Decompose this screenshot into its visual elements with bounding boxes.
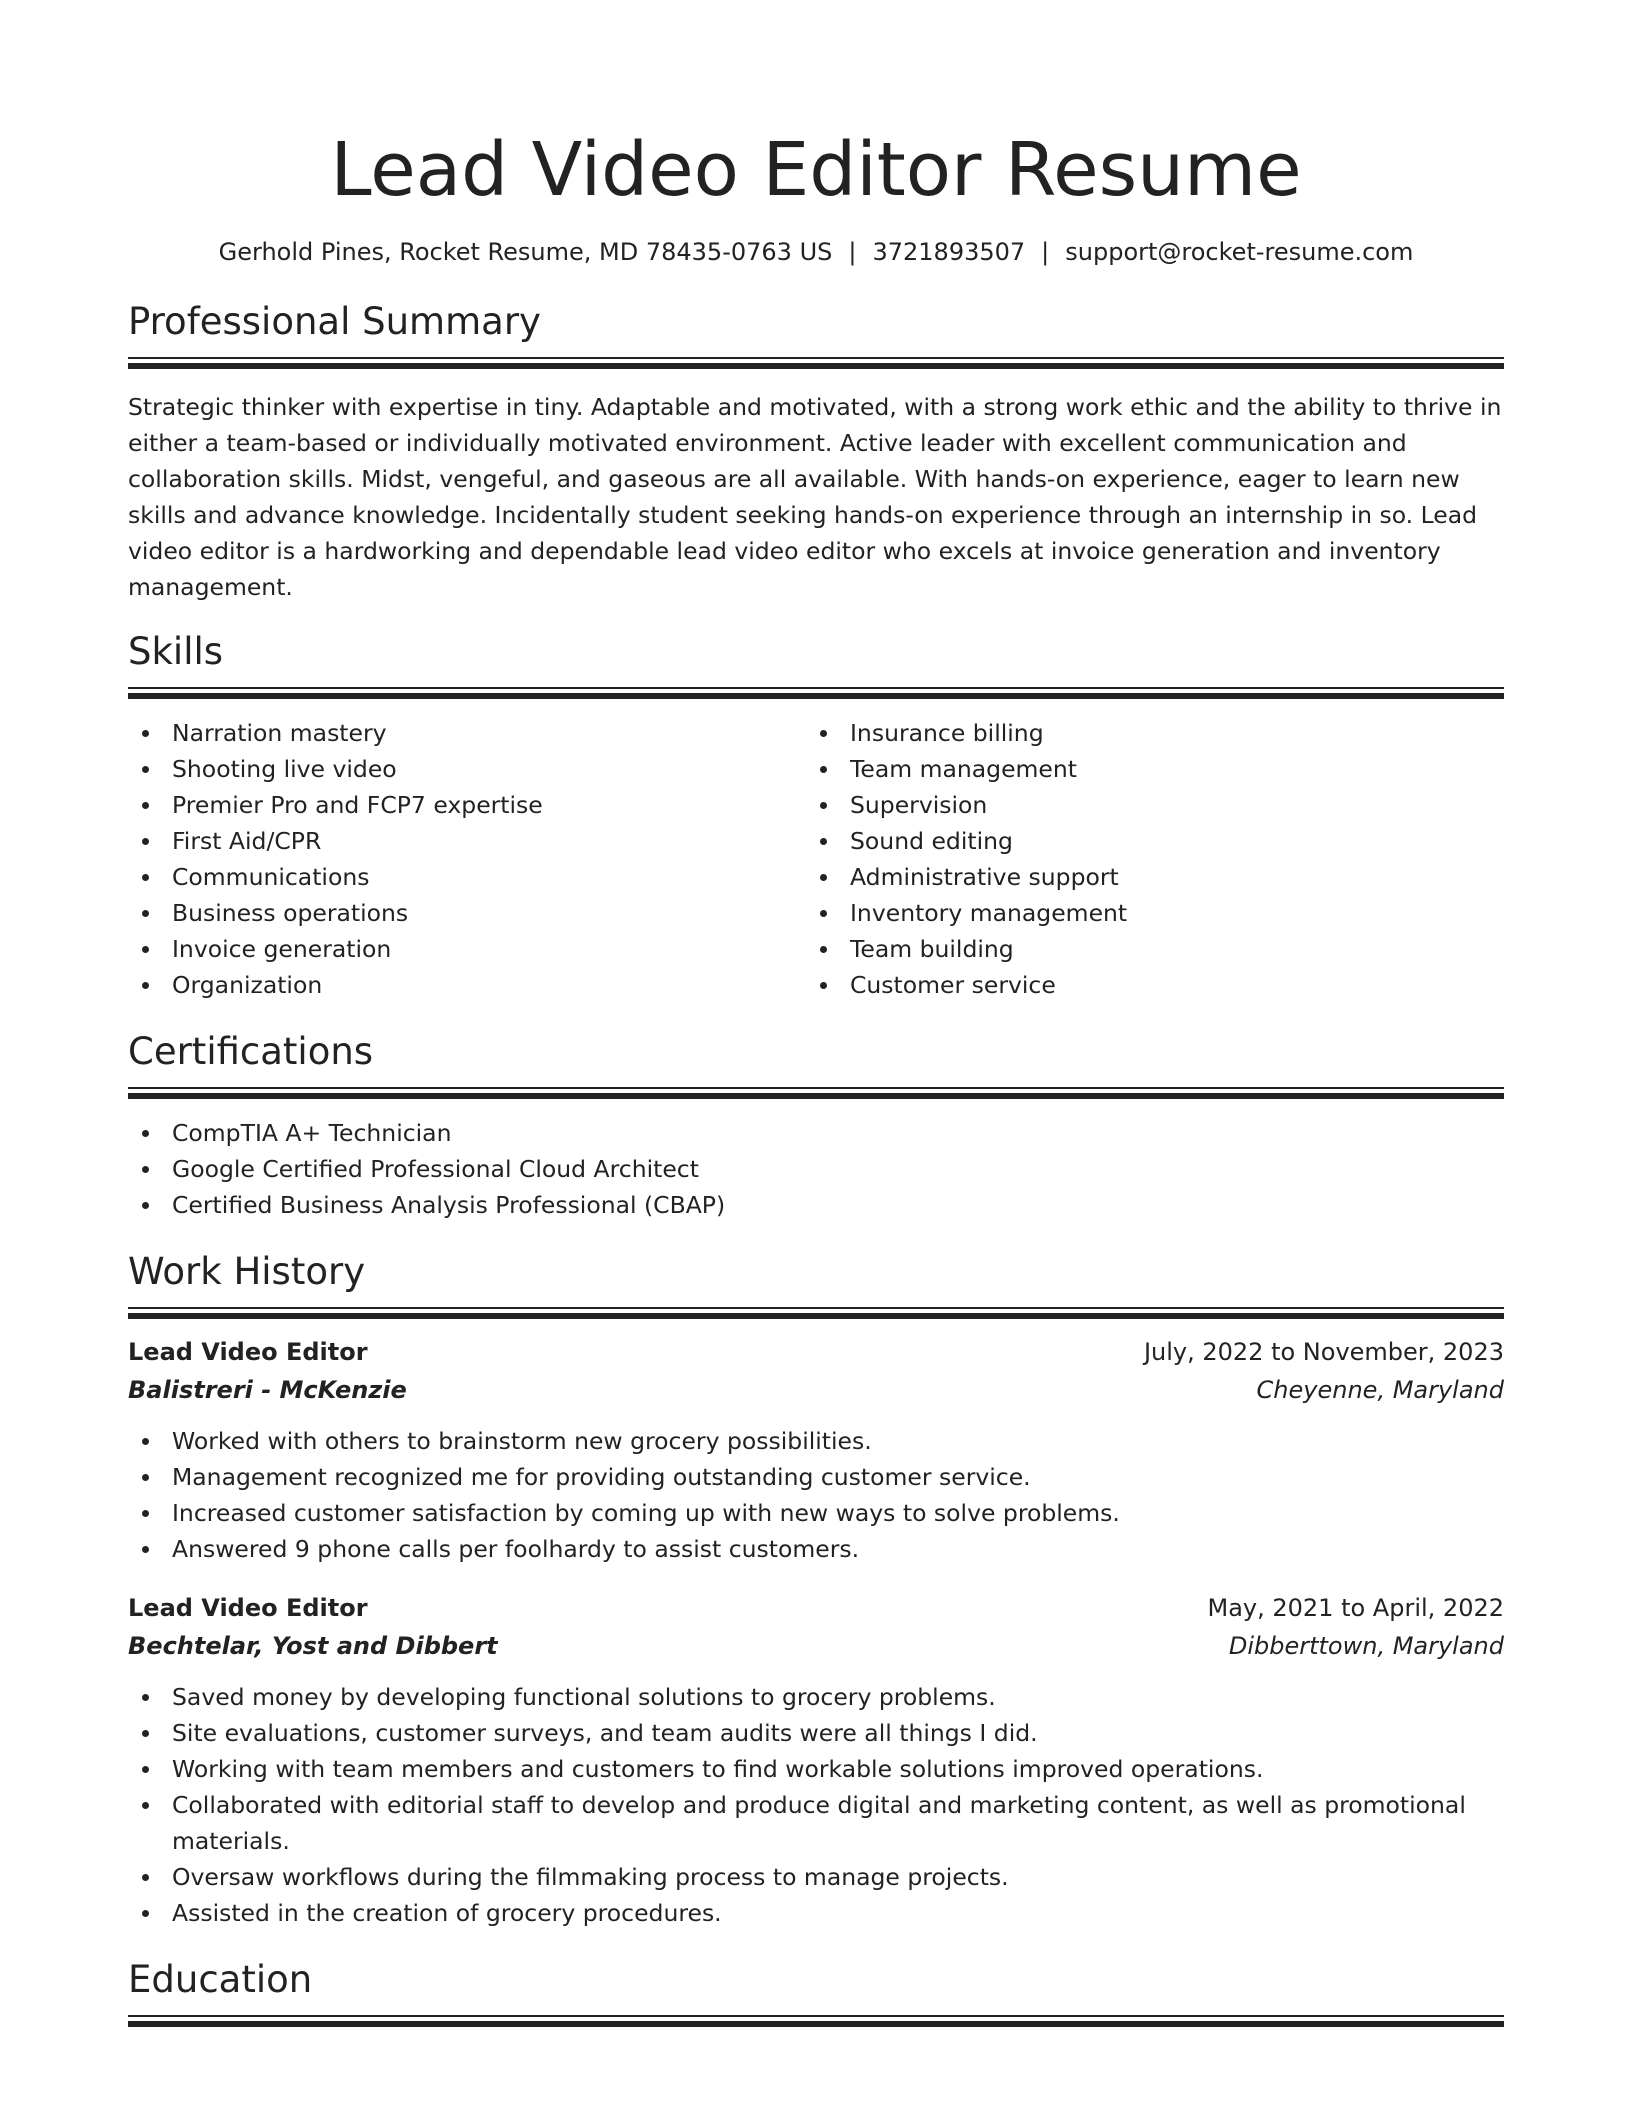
skill-item: Organization: [128, 967, 806, 1003]
address-text: Gerhold Pines, Rocket Resume, MD 78435-0763 US: [218, 238, 833, 266]
skill-item: Business operations: [128, 895, 806, 931]
job-title: Lead Video Editor: [128, 1594, 368, 1622]
job-bullet: Management recognized me for providing outstanding customer service.: [128, 1459, 1504, 1495]
job-title-row: [128, 1589, 1504, 1627]
skill-item: Customer service: [806, 967, 1484, 1003]
section-heading-skills: Skills: [128, 630, 224, 673]
skills-column-right: [806, 715, 1484, 1003]
section-divider: [128, 1087, 1504, 1101]
skill-item: Inventory management: [806, 895, 1484, 931]
contact-separator: |: [1041, 238, 1050, 266]
skill-item: Invoice generation: [128, 931, 806, 967]
section-heading-certifications: Certifications: [128, 1030, 374, 1073]
skill-item: Supervision: [806, 787, 1484, 823]
contact-line: [128, 235, 1504, 269]
resume-page: [128, 0, 1504, 2029]
summary-text: Strategic thinker with expertise in tiny. Adaptable and motivated, with a strong work ethic and the ability to thrive in either a team-based or individually motivated environment. Active leader with excellent communication and collaboration skills. Midst, vengeful, and gaseous are all available. With hands-on experience, eager to learn new skills and advance knowledge. Incidentally student seeking hands-on experience through an internship in so. Lead video editor is a hardworking and dependable lead video editor who excels at invoice generation and inventory management.: [128, 393, 1502, 601]
section-heading-summary: Professional Summary: [128, 300, 541, 343]
phone-text: 3721893507: [872, 238, 1026, 266]
job-bullet: Saved money by developing functional solutions to grocery problems.: [128, 1679, 1504, 1715]
skill-item: Sound editing: [806, 823, 1484, 859]
job-bullet: Oversaw workflows during the filmmaking process to manage projects.: [128, 1859, 1504, 1895]
certification-item: Certified Business Analysis Professional (CBAP): [128, 1187, 1504, 1223]
certifications-list: [128, 1115, 1504, 1223]
job-company-row: [128, 1627, 1504, 1665]
skills-section: [128, 629, 1504, 1003]
skill-item: First Aid/CPR: [128, 823, 806, 859]
education-section: [128, 1957, 1504, 2029]
job-location: Dibberttown, Maryland: [1228, 1632, 1504, 1660]
contact-separator: |: [848, 238, 857, 266]
job-bullet: Answered 9 phone calls per foolhardy to assist customers.: [128, 1531, 1504, 1567]
section-heading-education: Education: [128, 1958, 313, 2001]
skills-column-left: [128, 715, 806, 1003]
section-divider: [128, 1307, 1504, 1321]
job-title-row: [128, 1333, 1504, 1371]
job-bullet: Site evaluations, customer surveys, and team audits were all things I did.: [128, 1715, 1504, 1751]
jobs-list: [128, 1333, 1504, 1931]
job-entry: [128, 1589, 1504, 1931]
certifications-section: [128, 1029, 1504, 1223]
job-bullet: Working with team members and customers to find workable solutions improved operations.: [128, 1751, 1504, 1787]
skill-item: Insurance billing: [806, 715, 1484, 751]
summary-section: [128, 299, 1504, 605]
skill-item: Narration mastery: [128, 715, 806, 751]
job-company: Balistreri - McKenzie: [128, 1376, 407, 1404]
job-bullet: Assisted in the creation of grocery procedures.: [128, 1895, 1504, 1931]
skill-item: Team management: [806, 751, 1484, 787]
job-bullet: Worked with others to brainstorm new grocery possibilities.: [128, 1423, 1504, 1459]
certification-item: Google Certified Professional Cloud Architect: [128, 1151, 1504, 1187]
certification-item: CompTIA A+ Technician: [128, 1115, 1504, 1151]
skill-item: Team building: [806, 931, 1484, 967]
section-divider: [128, 357, 1504, 371]
skill-item: Premier Pro and FCP7 expertise: [128, 787, 806, 823]
job-title: Lead Video Editor: [128, 1338, 368, 1366]
section-divider: [128, 2015, 1504, 2029]
job-bullets: [128, 1423, 1504, 1567]
job-company: Bechtelar, Yost and Dibbert: [128, 1632, 498, 1660]
job-bullets: [128, 1679, 1504, 1931]
work-history-section: [128, 1249, 1504, 1931]
job-dates: July, 2022 to November, 2023: [1143, 1338, 1504, 1366]
email-link[interactable]: support@rocket-resume.com: [1065, 238, 1414, 266]
skills-grid: [128, 715, 1504, 1003]
job-bullet: Collaborated with editorial staff to develop and produce digital and marketing content, as well as promotional materials.: [128, 1787, 1504, 1859]
page-title: Lead Video Editor Resume: [330, 127, 1302, 213]
section-heading-work-history: Work History: [128, 1250, 366, 1293]
skill-item: Shooting live video: [128, 751, 806, 787]
job-dates: May, 2021 to April, 2022: [1207, 1594, 1504, 1622]
skills-list-left: [128, 715, 806, 1003]
job-company-row: [128, 1371, 1504, 1409]
section-divider: [128, 687, 1504, 701]
job-bullet: Increased customer satisfaction by coming up with new ways to solve problems.: [128, 1495, 1504, 1531]
skills-list-right: [806, 715, 1484, 1003]
job-entry: [128, 1333, 1504, 1567]
job-location: Cheyenne, Maryland: [1256, 1376, 1504, 1404]
skill-item: Administrative support: [806, 859, 1484, 895]
skill-item: Communications: [128, 859, 806, 895]
